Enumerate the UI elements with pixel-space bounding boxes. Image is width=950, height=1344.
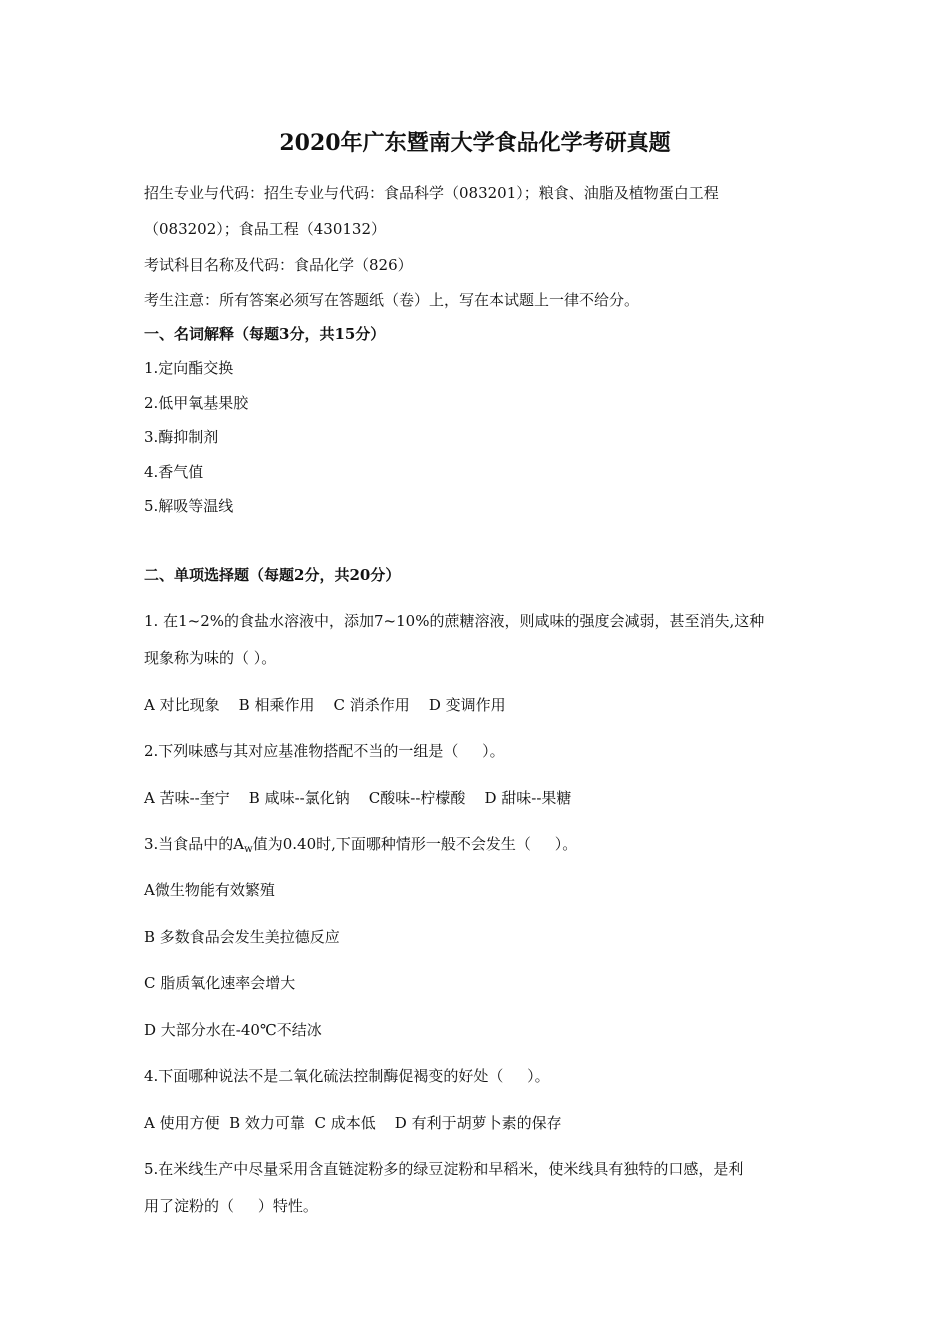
question-3-text-end: 值为0.40时,下面哪种情形一般不会发生（ ）。 — [252, 835, 578, 853]
term-item: 2.低甲氧基果胶 — [144, 394, 249, 412]
question-2-options: A 苦味--奎宁 B 咸味--氯化钠 C酸味--柠檬酸 D 甜味--果糖 — [144, 789, 572, 807]
question-3-option-b: B 多数食品会发生美拉德反应 — [144, 928, 340, 946]
question-5-line-2: 用了淀粉的（ ）特性。 — [144, 1197, 318, 1215]
term-item: 1.定向酯交换 — [144, 359, 234, 377]
question-1-line-2: 现象称为味的（ ）。 — [144, 649, 277, 667]
question-3-subscript: w — [244, 844, 253, 855]
term-item: 3.酶抑制剂 — [144, 428, 219, 446]
major-line-1: 招生专业与代码：招生专业与代码：食品科学（083201）；粮食、油脂及植物蛋白工程 — [144, 184, 719, 202]
question-3-text-start: 3.当食品中的A — [144, 835, 245, 853]
question-3-option-d: D 大部分水在-40℃不结冰 — [144, 1021, 322, 1039]
notice-line: 考生注意：所有答案必须写在答题纸（卷）上，写在本试题上一律不给分。 — [144, 291, 640, 309]
page-title: 2020年广东暨南大学食品化学考研真题 — [279, 130, 671, 156]
question-3-option-a: A微生物能有效繁殖 — [144, 881, 275, 899]
major-line-2: （083202）；食品工程（430132） — [144, 220, 387, 238]
section-1-heading: 一、名词解释（每题3分，共15分） — [144, 325, 386, 343]
question-4-options: A 使用方便 B 效力可靠 C 成本低 D 有利于胡萝卜素的保存 — [144, 1114, 562, 1132]
question-4: 4.下面哪种说法不是二氧化硫法控制酶促褐变的好处（ ）。 — [144, 1067, 550, 1085]
section-2-heading: 二、单项选择题（每题2分，共20分） — [144, 566, 401, 584]
term-item: 4.香气值 — [144, 463, 204, 481]
subject-line: 考试科目名称及代码：食品化学（826） — [144, 256, 413, 274]
question-2: 2.下列味感与其对应基准物搭配不当的一组是（ ）。 — [144, 742, 505, 760]
question-3 — [144, 834, 814, 860]
question-1-line-1: 1. 在1~2%的食盐水溶液中，添加7~10%的蔗糖溶液，则咸味的强度会减弱，甚至消失,这种 — [144, 612, 765, 630]
question-1-options: A 对比现象 B 相乘作用 C 消杀作用 D 变调作用 — [144, 696, 506, 714]
question-5-line-1: 5.在米线生产中尽量采用含直链淀粉多的绿豆淀粉和早稻米，使米线具有独特的口感，是利 — [144, 1160, 744, 1178]
term-item: 5.解吸等温线 — [144, 497, 234, 515]
question-3-option-c: C 脂质氧化速率会增大 — [144, 974, 296, 992]
